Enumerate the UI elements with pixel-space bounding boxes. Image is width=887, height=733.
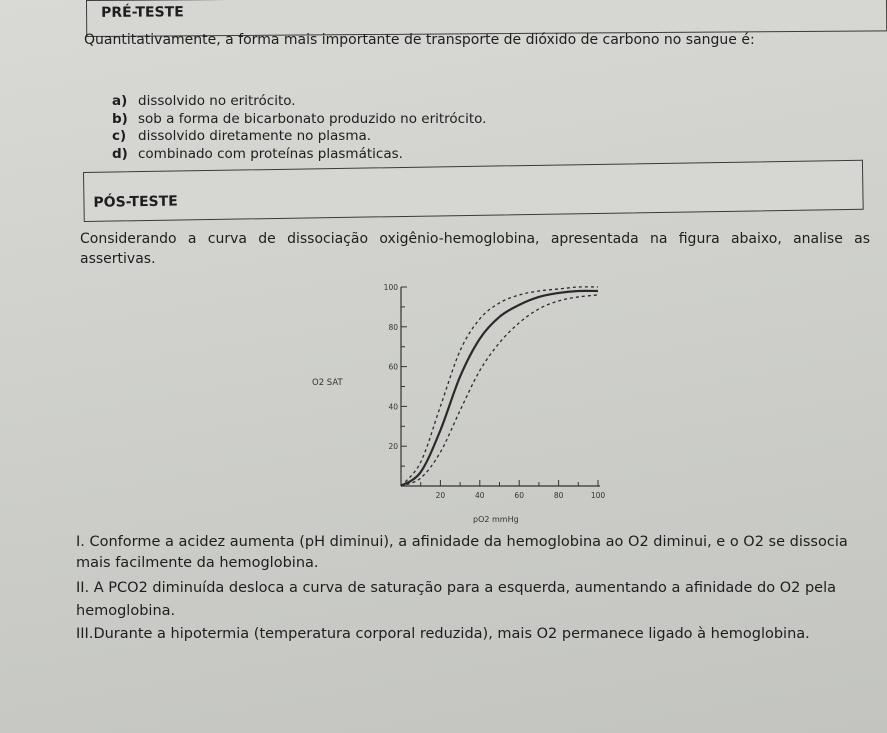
x-tick-label: 20: [435, 491, 446, 500]
statement-3: III.Durante a hipotermia (temperatura corporal reduzida), mais O2 permanece ligado à hemoglobina.: [76, 626, 810, 642]
chart-curves: [401, 287, 598, 486]
option-letter: b): [112, 111, 128, 127]
y-tick-label: 20: [388, 442, 398, 452]
pre-teste-question: Quantitativamente, a forma mais importante de transporte de dióxido de carbono no sangue é:: [84, 32, 755, 48]
option-text: combinado com proteínas plasmáticas.: [138, 146, 403, 162]
pre-teste-title: PRÉ-TESTE: [101, 4, 184, 21]
curve-normal: [401, 291, 598, 486]
option-text: dissolvido no eritrócito.: [138, 93, 296, 109]
option-letter: a): [112, 93, 128, 109]
curve-right-shift: [401, 295, 598, 486]
y-tick-label: 40: [388, 402, 398, 412]
x-tick-label: 40: [475, 491, 485, 500]
pos-teste-question: Considerando a curva de dissociação oxigênio-hemoglobina, apresentada na figura abaixo, analise as assertivas.: [80, 231, 870, 267]
statement-2-line-1: II. A PCO2 diminuída desloca a curva de saturação para a esquerda, aumentando a afinidade do O2 pela: [76, 580, 837, 596]
x-tick-label: 80: [553, 491, 564, 500]
y-tick-label: 100: [383, 283, 398, 292]
x-tick-label: 60: [514, 491, 524, 500]
statement-1-line-2: mais facilmente da hemoglobina.: [76, 555, 319, 571]
option-letter: d): [112, 146, 128, 162]
y-tick-label: 60: [388, 362, 398, 372]
option-letter: c): [112, 128, 127, 144]
statement-1-line-1: I. Conforme a acidez aumenta (pH diminui), a afinidade da hemoglobina ao O2 diminui, e o O2 se dissocia: [76, 534, 848, 550]
y-tick-label: 80: [388, 322, 398, 332]
option-text: dissolvido diretamente no plasma.: [138, 128, 372, 144]
statement-2-line-2: hemoglobina.: [76, 603, 176, 619]
x-axis-label: pO2 mmHg: [473, 515, 519, 524]
option-text: sob a forma de bicarbonato produzido no eritrócito.: [138, 111, 487, 127]
y-axis-label: O2 SAT: [312, 378, 343, 388]
x-tick-label: 100: [590, 491, 606, 500]
pos-teste-title: PÓS-TESTE: [93, 193, 178, 211]
